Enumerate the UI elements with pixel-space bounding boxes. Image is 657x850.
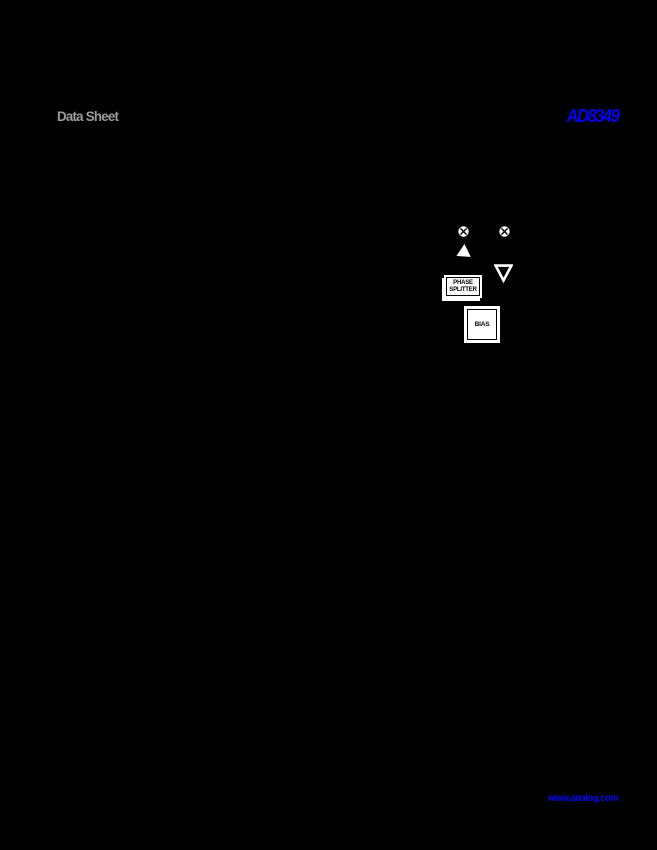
- analog-website-link[interactable]: www.analog.com: [547, 793, 618, 804]
- bias-block: [464, 306, 500, 343]
- mixer-circle-x-icon: [458, 224, 469, 235]
- amp-triangle-down-icon: [494, 264, 513, 283]
- mixer-circle-x-icon: [499, 224, 510, 235]
- amp-triangle-up-icon: [454, 241, 476, 259]
- doc-type-label: Data Sheet: [57, 108, 119, 124]
- phase-splitter-label-line1: PHASE: [453, 279, 473, 286]
- phase-splitter-label-line2: SPLITTER: [449, 286, 477, 293]
- part-number-link[interactable]: AD8349: [566, 106, 618, 126]
- functional-block-diagram: [440, 215, 535, 355]
- phase-splitter-block: [444, 275, 482, 298]
- bias-label: BIAS: [474, 321, 490, 328]
